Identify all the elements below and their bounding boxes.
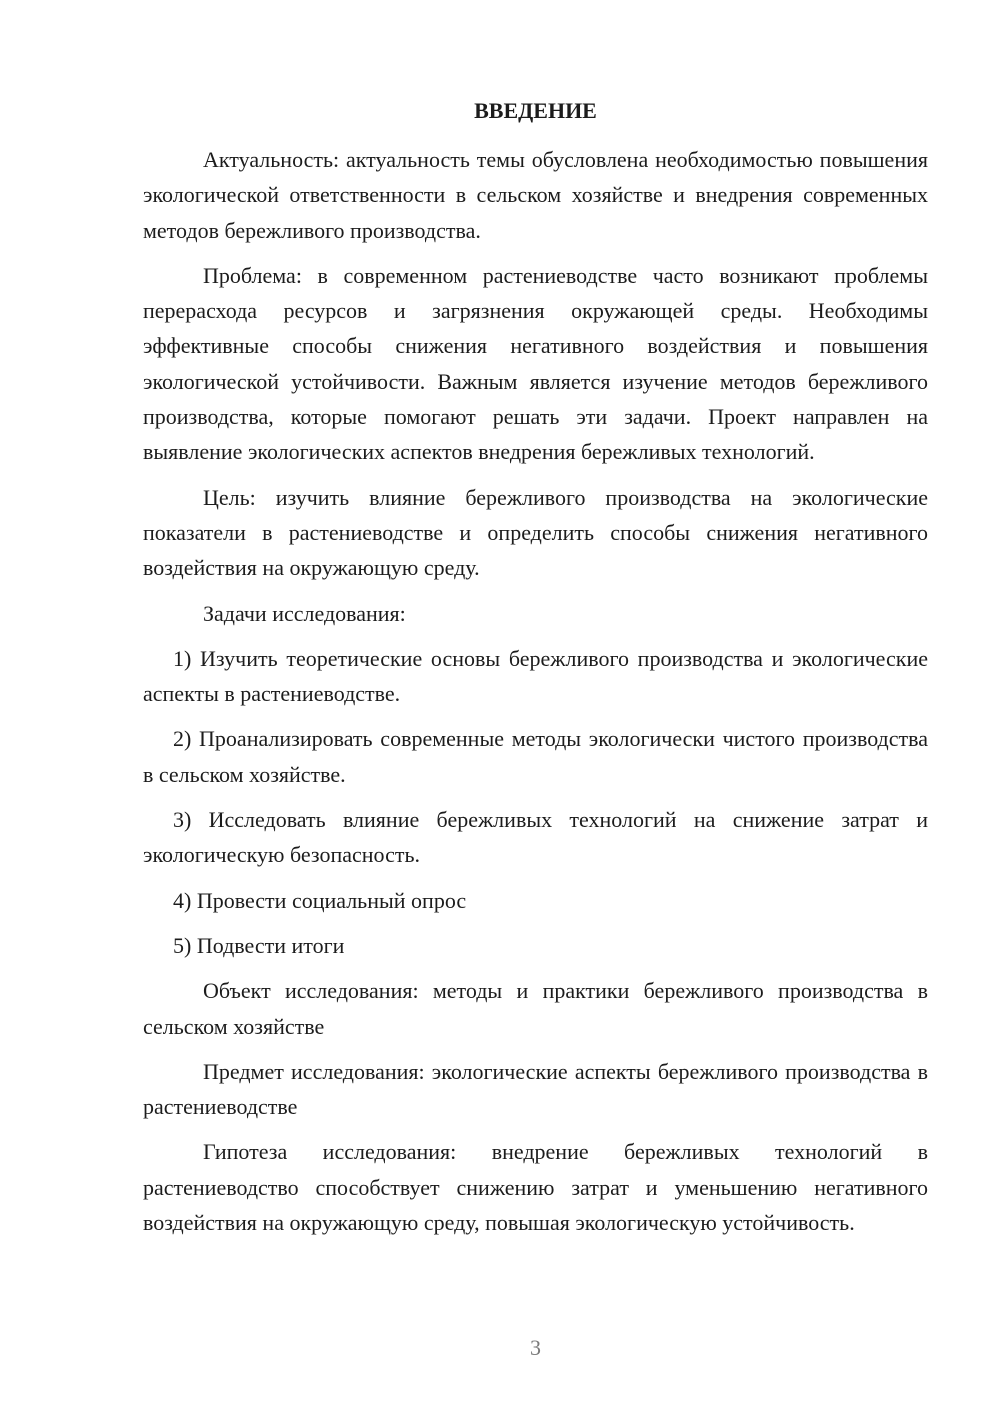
hypothesis-paragraph: Гипотеза исследования: внедрение бережливых технологий в растениеводство способствует снижению затрат и уменьшению негативного воздействия на окружающую среду, повышая экологическую устойчивость. — [143, 1139, 928, 1236]
task-item: 4) Провести социальный опрос — [173, 887, 467, 913]
task-item: 1) Изучить теоретические основы бережливого производства и экологические аспекты в растениеводстве. — [143, 645, 928, 707]
goal-paragraph: Цель: изучить влияние бережливого производства на экологические показатели в растениеводстве и определить способы снижения негативного воздействия на окружающую среду. — [143, 484, 928, 581]
task-item: 3) Исследовать влияние бережливых технологий на снижение затрат и экологическую безопасность. — [143, 807, 928, 868]
task-item: 5) Подвести итоги — [173, 932, 345, 958]
relevance-paragraph: Актуальность: актуальность темы обусловлена необходимостью повышения экологической ответственности в сельском хозяйстве и внедрения современных методов бережливого производства. — [143, 147, 928, 243]
task-item: 2) Проанализировать современные методы экологически чистого производства в сельском хозяйстве. — [143, 726, 928, 787]
page-number: 3 — [530, 1335, 541, 1360]
subject-paragraph: Предмет исследования: экологические аспекты бережливого производства в растениеводстве — [143, 1058, 928, 1120]
problem-paragraph: Проблема: в современном растениеводстве часто возникают проблемы перерасхода ресурсов и загрязнения окружающей среды. Необходимы эффективные способы снижения негативного воздействия и повышения экологической устойчивости. Важным является изучение методов бережливого производства, которые помогают решать эти задачи. Проект направлен на выявление экологических аспектов внедрения бережливых технологий. — [143, 262, 928, 465]
section-heading: ВВЕДЕНИЕ — [474, 98, 597, 123]
object-paragraph: Объект исследования: методы и практики бережливого производства в сельском хозяйстве — [143, 978, 928, 1039]
tasks-heading: Задачи исследования: — [203, 600, 406, 626]
document-body — [143, 142, 928, 1250]
